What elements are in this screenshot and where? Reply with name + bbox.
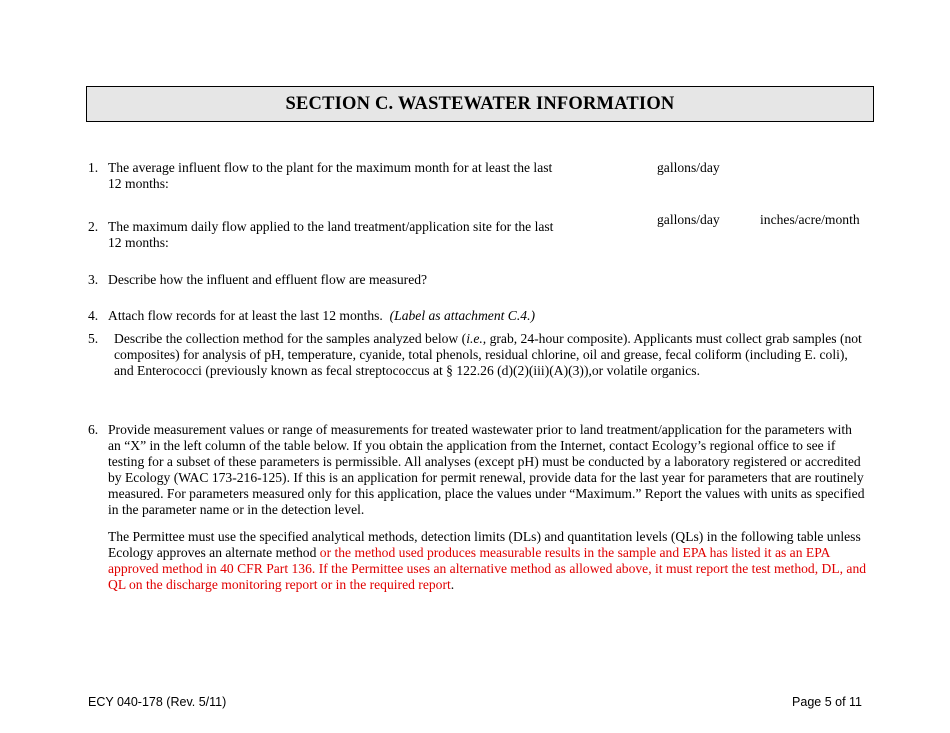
section-title: SECTION C. WASTEWATER INFORMATION	[285, 94, 675, 114]
item-1-unit-gallons: gallons/day	[657, 160, 720, 175]
item-6-para2	[108, 529, 868, 593]
item-6-number: 6.	[88, 422, 99, 437]
item-4-number: 4.	[88, 308, 99, 323]
section-header	[86, 86, 874, 122]
item-6-para2-end: .	[450, 577, 455, 592]
item-6-text: Provide measurement values or range of measurements for treated wastewater prior to land treatment/application for the parameters with an “X” in the left column of the table below. If you obtain the application from the Internet, contact Ecology’s regional office to see if testing for a subset of these parameters is permissible. All analyses (except pH) must be conducted by a laboratory registered or accredited by Ecology (WAC 173-216-125). If this is an application for permit renewal, provide data for the last year for parameters that are routinely measured. For parameters measured only for this application, place the values under “Maximum.” Report the values with units as specified in the parameter name or in the detection level.	[108, 422, 865, 517]
item-1-number: 1.	[88, 160, 99, 175]
item-4-body: Attach flow records for at least the last 12 months.	[108, 308, 383, 323]
item-5-number: 5.	[88, 331, 99, 346]
footer-form-id: ECY 040-178 (Rev. 5/11)	[88, 695, 227, 709]
item-4-text	[108, 308, 828, 324]
item-6-para2-black: The Permittee must use the specified analytical methods, detection limits (DLs) and quantitation levels (QLs) in the following table unless Ecology approves an alternate method	[108, 529, 861, 560]
item-2-unit-gallons: gallons/day	[657, 212, 720, 227]
item-5-text	[114, 331, 864, 379]
footer-page-number: Page 5 of 11	[792, 695, 862, 709]
item-2-unit-inches: inches/acre/month	[760, 212, 860, 227]
item-3-text: Describe how the influent and effluent flow are measured?	[108, 272, 428, 287]
item-3-number: 3.	[88, 272, 99, 287]
item-5-text-b: grab, 24-hour composite). Applicants must collect grab samples (not composites) for analysis of pH, temperature, cyanide, total phenols, residual chlorine, oil and grease, fecal coliform (including E. coli), and Enterococci (previously known as fecal streptococcus at § 122.26 (d)(2)(iii)(A)(3)),or volatile organics.	[114, 331, 862, 378]
item-4-note: (Label as attachment C.4.)	[389, 308, 535, 323]
item-2-number: 2.	[88, 219, 99, 234]
item-2-text: The maximum daily flow applied to the land treatment/application site for the last 12 months:	[108, 219, 554, 250]
item-1-text: The average influent flow to the plant for the maximum month for at least the last 12 months:	[108, 160, 553, 191]
item-5-text-a: Describe the collection method for the samples analyzed below (	[114, 331, 467, 346]
item-6-para2-red: or the method used produces measurable results in the sample and EPA has listed it as an EPA approved method in 40 CFR Part 136. If the Permittee uses an alternative method as allowed above, it must report the test method, DL, and QL on the discharge monitoring report or in the required report	[108, 545, 867, 592]
item-5-ie: i.e.,	[466, 331, 487, 346]
